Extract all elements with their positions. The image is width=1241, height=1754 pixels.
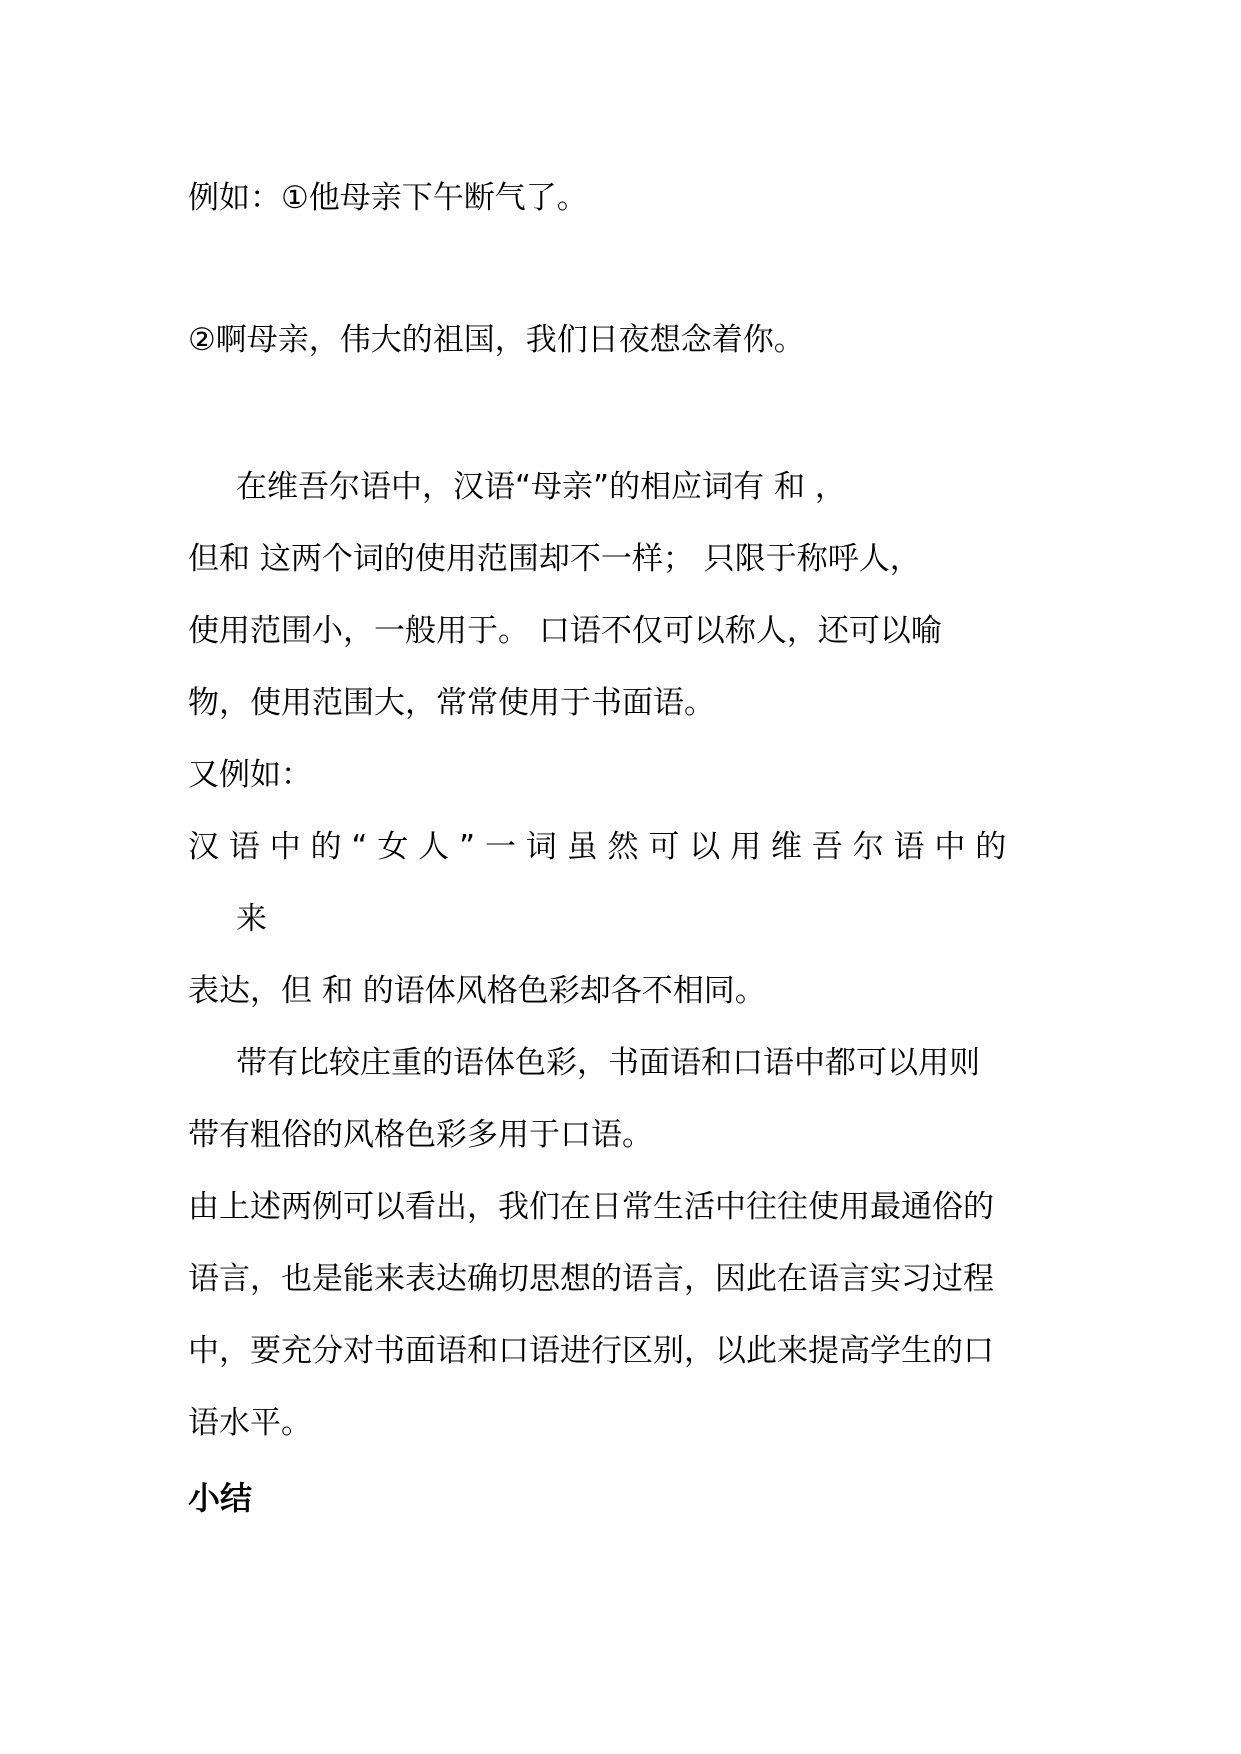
paragraph-1-line-4: 物，使用范围大，常常使用于书面语。 bbox=[188, 685, 715, 721]
paragraph-2-line-3: 表达，但 和 的语体风格色彩却各不相同。 bbox=[188, 973, 766, 1009]
another-example-label: 又例如： bbox=[188, 757, 312, 793]
paragraph-1-line-3: 使用范围小，一般用于。 口语不仅可以称人，还可以喻 bbox=[188, 613, 942, 649]
paragraph-4-line-2: 语言，也是能来表达确切思想的语言，因此在语言实习过程 bbox=[188, 1261, 994, 1297]
paragraph-1-line-1: 在维吾尔语中，汉语“母亲”的相应词有 和 ， bbox=[236, 469, 846, 505]
paragraph-2-line-1: 汉 语 中 的 “ 女 人 ” 一 词 虽 然 可 以 用 维 吾 尔 语 中 的 bbox=[188, 829, 1007, 865]
paragraph-1-line-2: 但和 这两个词的使用范围却不一样； 只限于称呼人， bbox=[188, 541, 921, 577]
paragraph-2-line-2: 来 bbox=[236, 901, 267, 937]
example-line-1: 例如：①他母亲下午断气了。 bbox=[188, 180, 588, 216]
paragraph-3-line-1: 带有比较庄重的语体色彩，书面语和口语中都可以用则 bbox=[236, 1045, 980, 1081]
paragraph-4-line-4: 语水平。 bbox=[188, 1405, 312, 1441]
paragraph-4-line-1: 由上述两例可以看出，我们在日常生活中往往使用最通俗的 bbox=[188, 1189, 994, 1225]
paragraph-4-line-3: 中，要充分对书面语和口语进行区别，以此来提高学生的口 bbox=[188, 1333, 994, 1369]
section-heading: 小结 bbox=[188, 1479, 253, 1517]
paragraph-3-line-2: 带有粗俗的风格色彩多用于口语。 bbox=[188, 1117, 653, 1153]
example-line-2: ②啊母亲，伟大的祖国，我们日夜想念着你。 bbox=[188, 322, 805, 358]
